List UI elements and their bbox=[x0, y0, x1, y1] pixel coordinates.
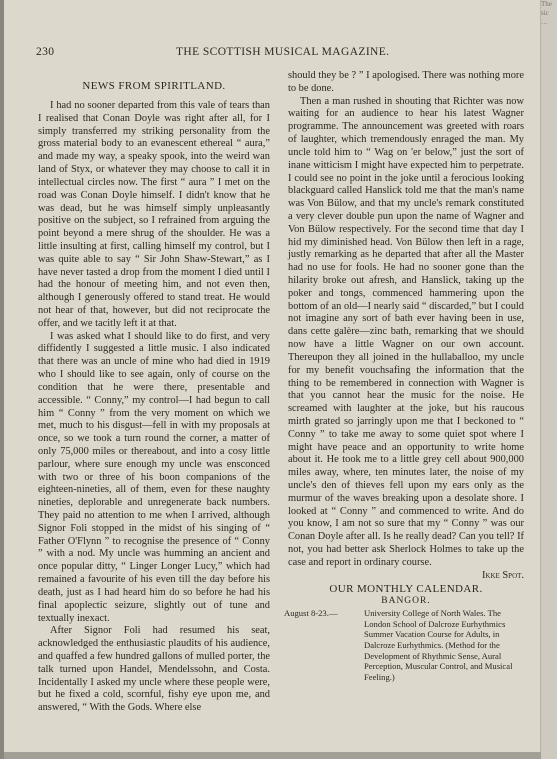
right-column bbox=[284, 70, 524, 682]
paragraph: I had no sooner departed from this vale of tears than I realised that Conan Doyle was right after all, for I simply transferred my striking personality from the gross material body to an evanescent ethereal “ aura,” and made my way, a speaky spook, into the weird wan land of Styx, or whatever they may choose to call it in intellectual circles now. The first “ aura ” I met on the road was Conan Doyle himself. I didn't know that he was dead, but he was himself simply unpleasantly positive on the subject, so I refrained from arguing the point beyond a mere shrug of the shoulder. He was a little insulting at first, calling himself my control, but I was quite able to say “ Sir John Shaw-Stewart,” as I have never tasted a drop from the moment I died until I had the honour of meeting him, and not even then, although I generously offered to stand treat. He would not hear of that, however, but did not reciprocate the offer, and we tacitly left it at that. bbox=[38, 100, 270, 329]
left-column bbox=[38, 80, 270, 715]
calendar-date: August 8-23.— bbox=[284, 608, 338, 619]
paragraph: should they be ? ” I apologised. There was nothing more to be done. bbox=[288, 70, 524, 94]
running-header bbox=[36, 46, 536, 60]
calendar-title: OUR MONTHLY CALENDAR. bbox=[329, 582, 483, 595]
paragraph: Then a man rushed in shouting that Richter was now waiting for an audience to hear his latest Wagner programme. The announcement was greeted with roars of laughter, which tremendously enraged the man. My uncle told him to “ Wag on 'er below,” just the sort of inane witticism I might have expected him to perpetrate. I could see no point in the joke until a ferocious looking blackguard called Hanslick told me that the man's name was Von Bülow, and that my uncle's remark constituted a very clever double pun upon the name of Wagner and Von Bülow respectively. For the second time that day I hid my diminished head. Von Bülow then left in a rage, justly remarking as he departed that after all the Master had no use for fools. He had no sooner gone than the hilarity broke out afresh, and Hanslick, taking up the poker and tongs, commenced hammering upon the bottom of an old—I nearly said “ discarded,” but I could not imagine any sort of bath ever having been in use, dans cette galère—zinc bath, remarking that we should now have a little Wagner on our own account. Thereupon they all joined in the hullaballoo, my uncle for my benefit vouchsafing the information that the thing to be remembered in connection with Wagner is that you cannot hear the music for the noise. He screamed with laughter at the joke, but his raucous mirth grated so jarringly upon me that I beckoned to “ Conny ” to take me away to some quiet spot where I might have peace and an opportunity to write home about it. He took me to a little grey cell about 900,000 miles away, where, ten minutes later, the noise of my uncle's den of thieves fell upon my ears only as the murmur of the waves breaking upon a desolate shore. I looked at “ Conny ” and commenced to write. And do you know, I am not so sure that my “ Conny ” was our Conan Doyle after all. Is he really dead? Can you tell? If not, you had better ask Sherlock Holmes to take up the case and report in ordinary course. bbox=[288, 95, 524, 568]
calendar-text: University College of North Wales. The London School of Dalcroze Eurhythmics Summer Vacation Course for Adults, in Dalcroze Eurhythmics. (Method for the Development of Rhythmic Sense, Aural Perception, Muscular Control, and Musical Feeling.) bbox=[364, 608, 513, 682]
page-number: 230 bbox=[36, 46, 55, 58]
author-signature: Ikke Spot. bbox=[481, 569, 524, 581]
paragraph: After Signor Foli had resumed his seat, acknowledged the enthusiastic plaudits of his audience, and quaffed a few hundred gallons of mulled porter, the talk turned upon Handel, Mendelssohn, and Costa. Incidentally I asked my uncle where these people were, but he fixed a cold, scornful, fishy eye upon me, and answered, “ With the Gods. Where else bbox=[38, 625, 270, 714]
calendar-place: BANGOR. bbox=[381, 596, 431, 607]
paragraph: I was asked what I should like to do first, and very diffidently I suggested a little music. I also indicated that there was an uncle of mine who had died in 1919 who I should like to see again, only of course on the condition that he were there, presentable and accessible. “ Conny,” my control—I had begun to call him “ Conny ” from the very moment on which we met, much to his disgust—fell in with my proposals at once, so we took a turn round the corner, a matter of only 75,000 miles or thereabout, and into a cosy little parlour, where sure enough my uncle was ensconced with two or three of his boon companions of the eighteen-nineties, all of them, even for these naughty nineties, deplorable and unregenerate back numbers. They paid no attention to me when I arrived, although Signor Foli stopped in the midst of his singing of “ Father O'Flynn ” to recognise the presence of “ Conny ” with a nod. My uncle was humming an ancient and once popular ditty, “ Linger Longer Lucy,” which had remained a favourite of his even till the day before his death, just as I had heard him do so before he had his final apoplectic seizure, slightly out of tune and textually inexact. bbox=[38, 330, 270, 624]
adjacent-page-edge: The sic … bbox=[541, 0, 557, 759]
page-bottom-edge bbox=[4, 752, 541, 759]
journal-title: THE SCOTTISH MUSICAL MAGAZINE. bbox=[176, 46, 390, 58]
article-title: NEWS FROM SPIRITLAND. bbox=[82, 80, 226, 92]
calendar-entry bbox=[284, 608, 524, 682]
